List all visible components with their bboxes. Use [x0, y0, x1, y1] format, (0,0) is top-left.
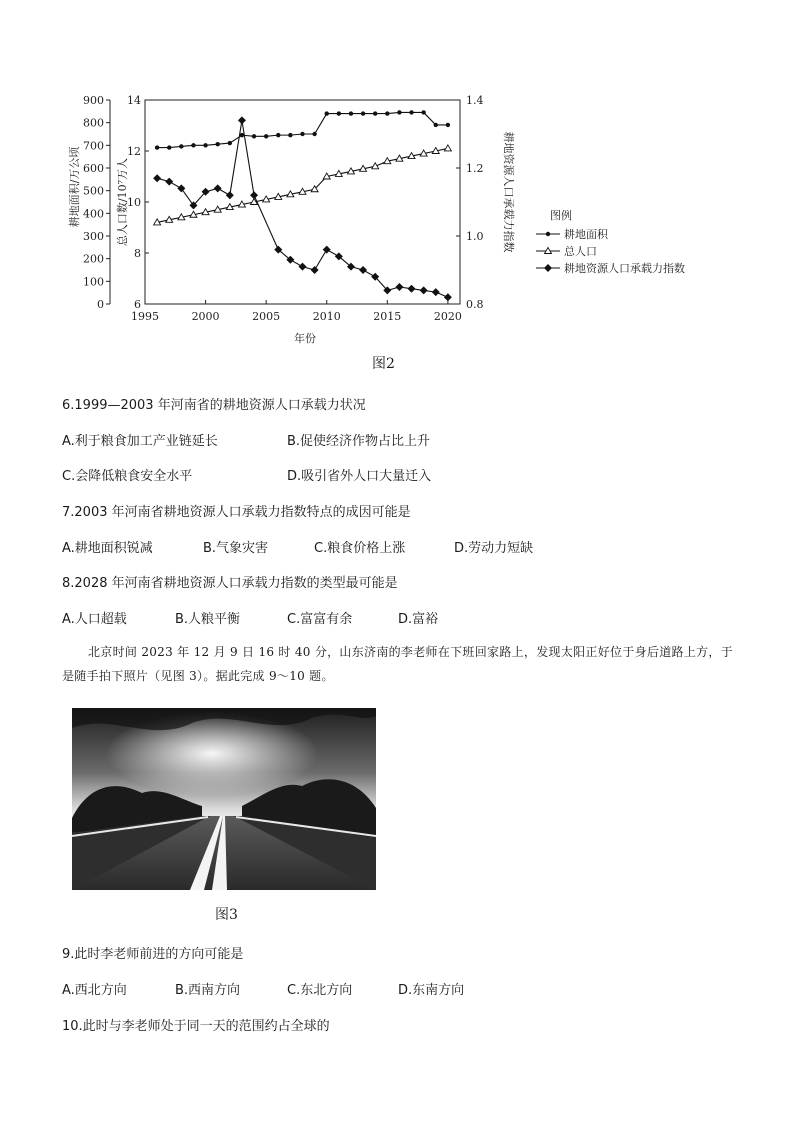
legend-marker-index — [544, 264, 552, 272]
area-tick-label: 900 — [83, 94, 104, 107]
point-index — [165, 178, 173, 186]
point-area — [203, 143, 207, 147]
point-population — [444, 145, 451, 151]
point-area — [361, 111, 365, 115]
area-tick-label: 300 — [83, 230, 104, 243]
point-index — [214, 184, 222, 192]
point-index — [395, 283, 403, 291]
area-tick-label: 0 — [97, 298, 104, 311]
area-tick-label: 800 — [83, 116, 104, 130]
index-tick-label: 0.8 — [466, 298, 484, 311]
point-area — [312, 132, 316, 136]
point-area — [373, 111, 377, 115]
figure-2-caption: 图2 — [372, 356, 395, 372]
point-area — [385, 111, 389, 115]
question-7-option-d: D.劳动力短缺 — [454, 541, 534, 556]
point-area — [325, 111, 329, 115]
point-area — [228, 141, 232, 145]
plot-frame — [145, 100, 460, 304]
point-area — [167, 145, 171, 149]
area-tick-label: 200 — [83, 252, 104, 266]
question-7-stem: 7.2003 年河南省耕地资源人口承载力指数特点的成因可能是 — [62, 505, 411, 520]
question-6-option-a: A.利于粮食加工产业链延长 — [62, 434, 218, 449]
question-8-option-c: C.富富有余 — [287, 612, 353, 627]
x-tick-label: 1995 — [131, 310, 159, 323]
legend-label-index: 耕地资源人口承载力指数 — [564, 262, 685, 275]
question-10-stem: 10.此时与李老师处于同一天的范围约占全球的 — [62, 1019, 330, 1034]
legend — [536, 208, 685, 275]
legend-title: 图例 — [550, 209, 572, 222]
axis-label-carrying-index: 耕地资源人口承载力指数 — [502, 131, 515, 253]
passage-text: 北京时间 2023 年 12 月 9 日 16 时 40 分，山东济南的李老师在下班回家路上，发现太阳正好位于身后道路上方，于是随手拍下照片（见图 3）。据此完成 9～10 题。 — [62, 645, 734, 683]
point-area — [155, 145, 159, 149]
question-9-stem: 9.此时李老师前进的方向可能是 — [62, 947, 244, 962]
population-tick-label: 8 — [134, 247, 141, 260]
point-index — [420, 286, 428, 294]
question-7-option-b: B.气象灾害 — [203, 541, 269, 556]
point-area — [264, 134, 268, 138]
index-tick-label: 1.2 — [466, 162, 484, 175]
figure-3-caption: 图3 — [215, 907, 238, 923]
point-area — [409, 110, 413, 114]
x-tick-label: 2005 — [252, 310, 281, 323]
legend-marker-area — [546, 232, 550, 236]
point-area — [349, 111, 353, 115]
point-index — [432, 288, 440, 296]
x-tick-label: 2000 — [191, 310, 220, 323]
population-tick-label: 10 — [127, 196, 141, 209]
question-7-option-c: C.粮食价格上涨 — [314, 541, 406, 556]
figure-3-road-photo — [72, 708, 376, 890]
point-area — [252, 134, 256, 138]
question-8-option-d: D.富裕 — [398, 612, 439, 627]
x-tick-label: 2010 — [312, 310, 341, 323]
point-area — [240, 133, 244, 137]
axis-label-cultivated-area: 耕地面积/万公顷 — [68, 146, 81, 228]
series-line-index — [157, 120, 448, 297]
area-tick-label: 400 — [83, 207, 104, 221]
point-index — [299, 263, 307, 271]
question-6-option-c: C.会降低粮食安全水平 — [62, 469, 193, 484]
question-9-option-d: D.东南方向 — [398, 983, 465, 998]
point-area — [276, 133, 280, 137]
question-6-option-b: B.促使经济作物占比上升 — [287, 434, 431, 449]
series-population — [154, 145, 452, 225]
figure-2-chart — [60, 82, 710, 372]
plot-border — [145, 100, 460, 304]
legend-label-population: 总人口 — [564, 245, 597, 258]
question-9-option-b: B.西南方向 — [175, 983, 241, 998]
point-area — [446, 123, 450, 127]
point-area — [421, 110, 425, 114]
x-tick-label: 2015 — [373, 310, 402, 323]
axis-label-population: 总人口数/10⁷万人 — [116, 157, 129, 247]
series-line-area — [157, 112, 448, 147]
x-tick-label: 2020 — [433, 310, 462, 323]
legend-label-area: 耕地面积 — [564, 228, 608, 241]
point-area — [337, 111, 341, 115]
index-tick-label: 1.4 — [466, 94, 484, 107]
point-index — [238, 116, 246, 124]
area-tick-label: 700 — [83, 139, 104, 153]
index-tick-label: 1.0 — [466, 230, 484, 243]
point-area — [300, 132, 304, 136]
series-index — [153, 116, 452, 301]
question-8-stem: 8.2028 年河南省耕地资源人口承载力指数的类型最可能是 — [62, 576, 398, 591]
question-9-option-a: A.西北方向 — [62, 983, 127, 998]
area-tick-label: 100 — [83, 275, 104, 289]
population-tick-label: 6 — [134, 298, 141, 311]
question-8-option-b: B.人粮平衡 — [175, 612, 241, 627]
chart-series — [153, 110, 452, 301]
question-6-option-d: D.吸引省外人口大量迁入 — [287, 469, 432, 484]
point-index — [323, 246, 331, 254]
point-index — [250, 191, 258, 199]
series-area — [155, 110, 450, 150]
point-index — [153, 174, 161, 182]
x-axis-label: 年份 — [294, 332, 316, 345]
population-tick-label: 14 — [127, 94, 141, 107]
point-area — [179, 144, 183, 148]
area-tick-label: 600 — [83, 162, 104, 175]
point-area — [288, 133, 292, 137]
point-index — [444, 293, 452, 301]
point-index — [226, 191, 234, 199]
question-8-option-a: A.人口超载 — [62, 612, 127, 627]
series-line-population — [157, 148, 448, 222]
point-area — [191, 143, 195, 147]
area-tick-label: 500 — [83, 184, 104, 198]
point-area — [434, 123, 438, 127]
point-index — [177, 184, 185, 192]
point-index — [311, 266, 319, 274]
population-tick-label: 12 — [127, 145, 141, 158]
point-index — [408, 285, 416, 293]
point-area — [397, 110, 401, 114]
question-6-stem: 6.1999—2003 年河南省的耕地资源人口承载力状况 — [62, 398, 366, 413]
point-area — [215, 142, 219, 146]
point-index — [359, 266, 367, 274]
question-9-option-c: C.东北方向 — [287, 983, 353, 998]
question-7-option-a: A.耕地面积锐减 — [62, 541, 153, 556]
